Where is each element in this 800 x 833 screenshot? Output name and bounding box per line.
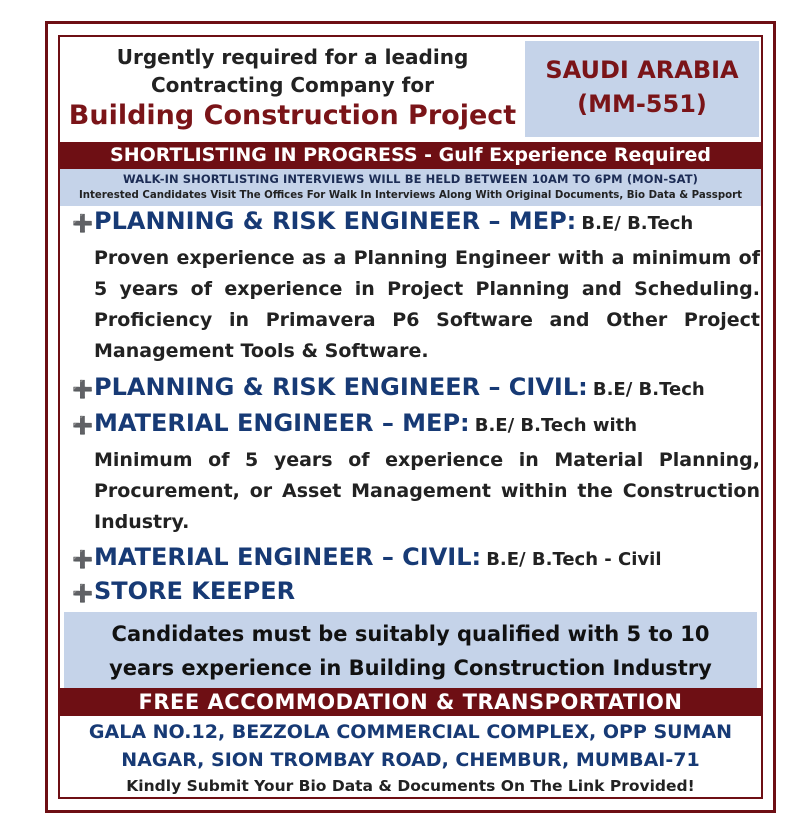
job-title: MATERIAL ENGINEER – MEP: — [94, 409, 470, 437]
bullet-arrow-icon: ➕ — [72, 214, 94, 234]
walkin-text: WALK-IN SHORTLISTING INTERVIEWS WILL BE HELD BETWEEN 10AM TO 6PM (MON-SAT) — [122, 172, 698, 186]
job-code: (MM-551) — [577, 90, 707, 118]
job-item — [72, 543, 760, 571]
job-item — [72, 409, 760, 437]
bullet-arrow-icon: ➕ — [72, 380, 94, 400]
requirements-line-1: Candidates must be suitably qualified with 5 to 10 — [111, 622, 710, 646]
job-title: MATERIAL ENGINEER – CIVIL: — [94, 543, 482, 571]
shortlisting-banner: SHORTLISTING IN PROGRESS - Gulf Experience Required — [60, 142, 761, 169]
location-box — [525, 41, 759, 137]
job-item — [72, 207, 760, 235]
advertisement-panel — [58, 35, 763, 799]
job-title: PLANNING & RISK ENGINEER – CIVIL: — [94, 373, 588, 401]
submit-note: Kindly Submit Your Bio Data & Documents On The Link Provided! — [126, 777, 695, 795]
job-title: STORE KEEPER — [94, 577, 296, 605]
bullet-arrow-icon: ➕ — [72, 584, 94, 604]
job-qualification: B.E/ B.Tech - Civil — [486, 549, 662, 570]
requirements-box — [64, 612, 757, 688]
address — [60, 718, 761, 774]
bullet-arrow-icon: ➕ — [72, 416, 94, 436]
job-description: Proven experience as a Planning Engineer with a minimum of 5 years of experience in Project Planning and Scheduling. Proficiency in Primavera P6 Software and Other Project Management Tools & Software. — [94, 247, 760, 362]
job-qualification: B.E/ B.Tech — [592, 379, 705, 400]
job-qualification: B.E/ B.Tech — [581, 213, 694, 234]
job-item — [72, 577, 760, 605]
job-description: Minimum of 5 years of experience in Material Planning, Procurement, or Asset Management within the Construction Industry. — [94, 449, 760, 533]
intro-block — [60, 37, 525, 142]
intro-line-2: Contracting Company for — [151, 73, 434, 97]
job-title: PLANNING & RISK ENGINEER – MEP: — [94, 207, 577, 235]
requirements-line-2: years experience in Building Construction Industry — [109, 656, 712, 680]
address-line-1: GALA NO.12, BEZZOLA COMMERCIAL COMPLEX, OPP SUMAN — [88, 721, 733, 743]
job-qualification: B.E/ B.Tech with — [474, 415, 638, 436]
benefits-banner: FREE ACCOMMODATION & TRANSPORTATION — [60, 688, 761, 716]
country-label: SAUDI ARABIA — [545, 56, 739, 84]
job-item — [72, 373, 760, 401]
address-line-2: NAGAR, SION TROMBAY ROAD, CHEMBUR, MUMBAI-71 — [121, 749, 700, 771]
project-title: Building Construction Project — [68, 100, 517, 131]
intro-line-1: Urgently required for a leading — [116, 45, 469, 69]
walkin-box — [60, 169, 761, 206]
interested-text: Interested Candidates Visit The Offices For Walk In Interviews Along With Original Documents, Bio Data & Passport — [78, 190, 743, 201]
bullet-arrow-icon: ➕ — [72, 550, 94, 570]
